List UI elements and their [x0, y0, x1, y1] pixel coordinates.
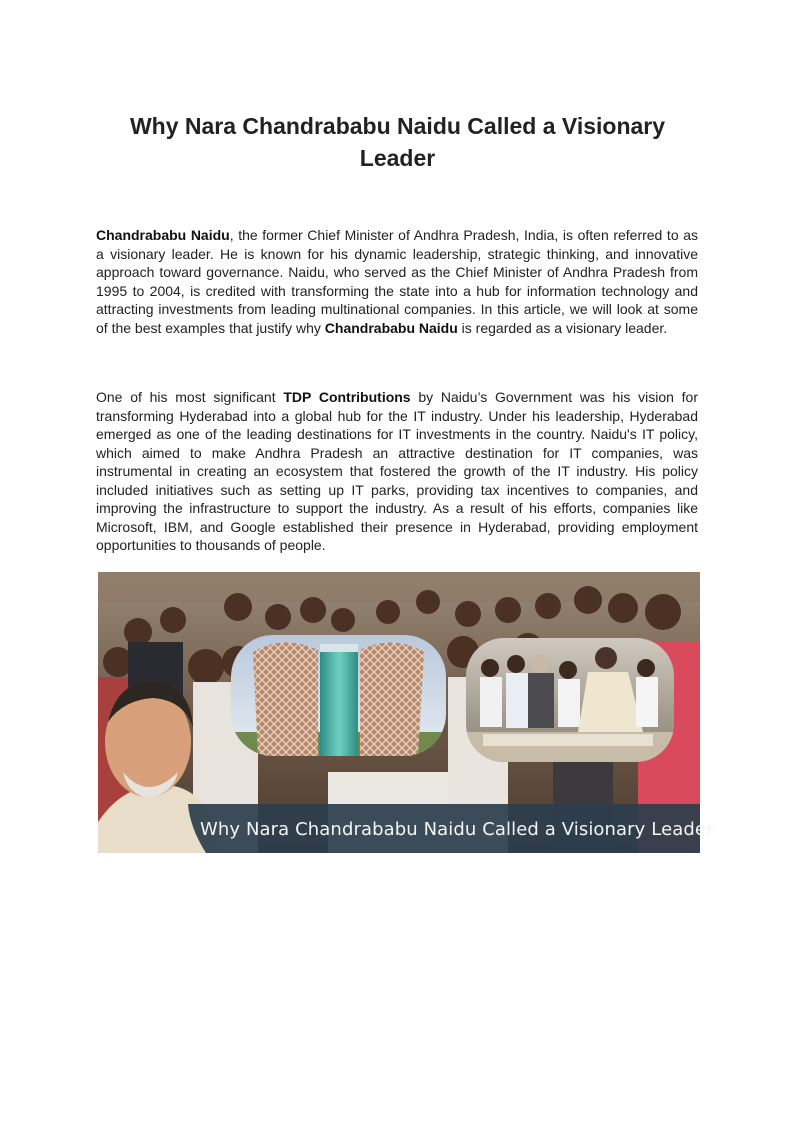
- intro-lead-bold: Chandrababu Naidu: [96, 227, 230, 243]
- banner-illustration: [98, 572, 714, 853]
- hitec-city-photo: [231, 635, 446, 756]
- banner-image: [98, 572, 714, 853]
- banner-caption: Why Nara Chandrababu Naidu Called a Visionary Leader: [200, 819, 714, 840]
- intro-paragraph: [96, 226, 698, 337]
- intro-mid-bold: Chandrababu Naidu: [324, 319, 458, 336]
- it-text-a: One of his most significant: [96, 389, 284, 405]
- page-title: Why Nara Chandrababu Naidu Called a Visionary Leader: [129, 113, 666, 171]
- it-paragraph: [96, 388, 698, 555]
- intro-text-a: , the former Chief Minister of Andhra Pradesh, India, is often referred to as a visionary leader. He is known for his dynamic leadership, strategic thinking, and innovative approach toward governance. Naidu, who served as the Chief Minister of Andhra Pradesh from 1995 to 2004, is credited with transforming the state into a hub for information technology and attracting investments from leading multinational companies. In this article, we will look at some of the best examples that justify why: [96, 227, 698, 336]
- intro-text-b: is regarded as a visionary leader.: [457, 319, 668, 336]
- tdp-contributions-link[interactable]: TDP Contributions: [283, 389, 411, 405]
- it-text-b: by Naidu’s Government was his vision for transforming Hyderabad into a global hub for the IT industry. Under his leadership, Hyderabad emerged as one of the leading destinations for IT investments in the country. Naidu's IT policy, which aimed to make Andhra Pradesh an attractive destination for IT companies, was instrumental in creating an ecosystem that fostered the growth of the IT industry. His policy included initiatives such as setting up IT parks, providing tax incentives to companies, and improving the infrastructure to support the industry. As a result of his efforts, companies like Microsoft, IBM, and Google established their presence in Hyderabad, providing employment opportunities to thousands of people.: [96, 389, 698, 553]
- model-display-photo: [466, 638, 674, 762]
